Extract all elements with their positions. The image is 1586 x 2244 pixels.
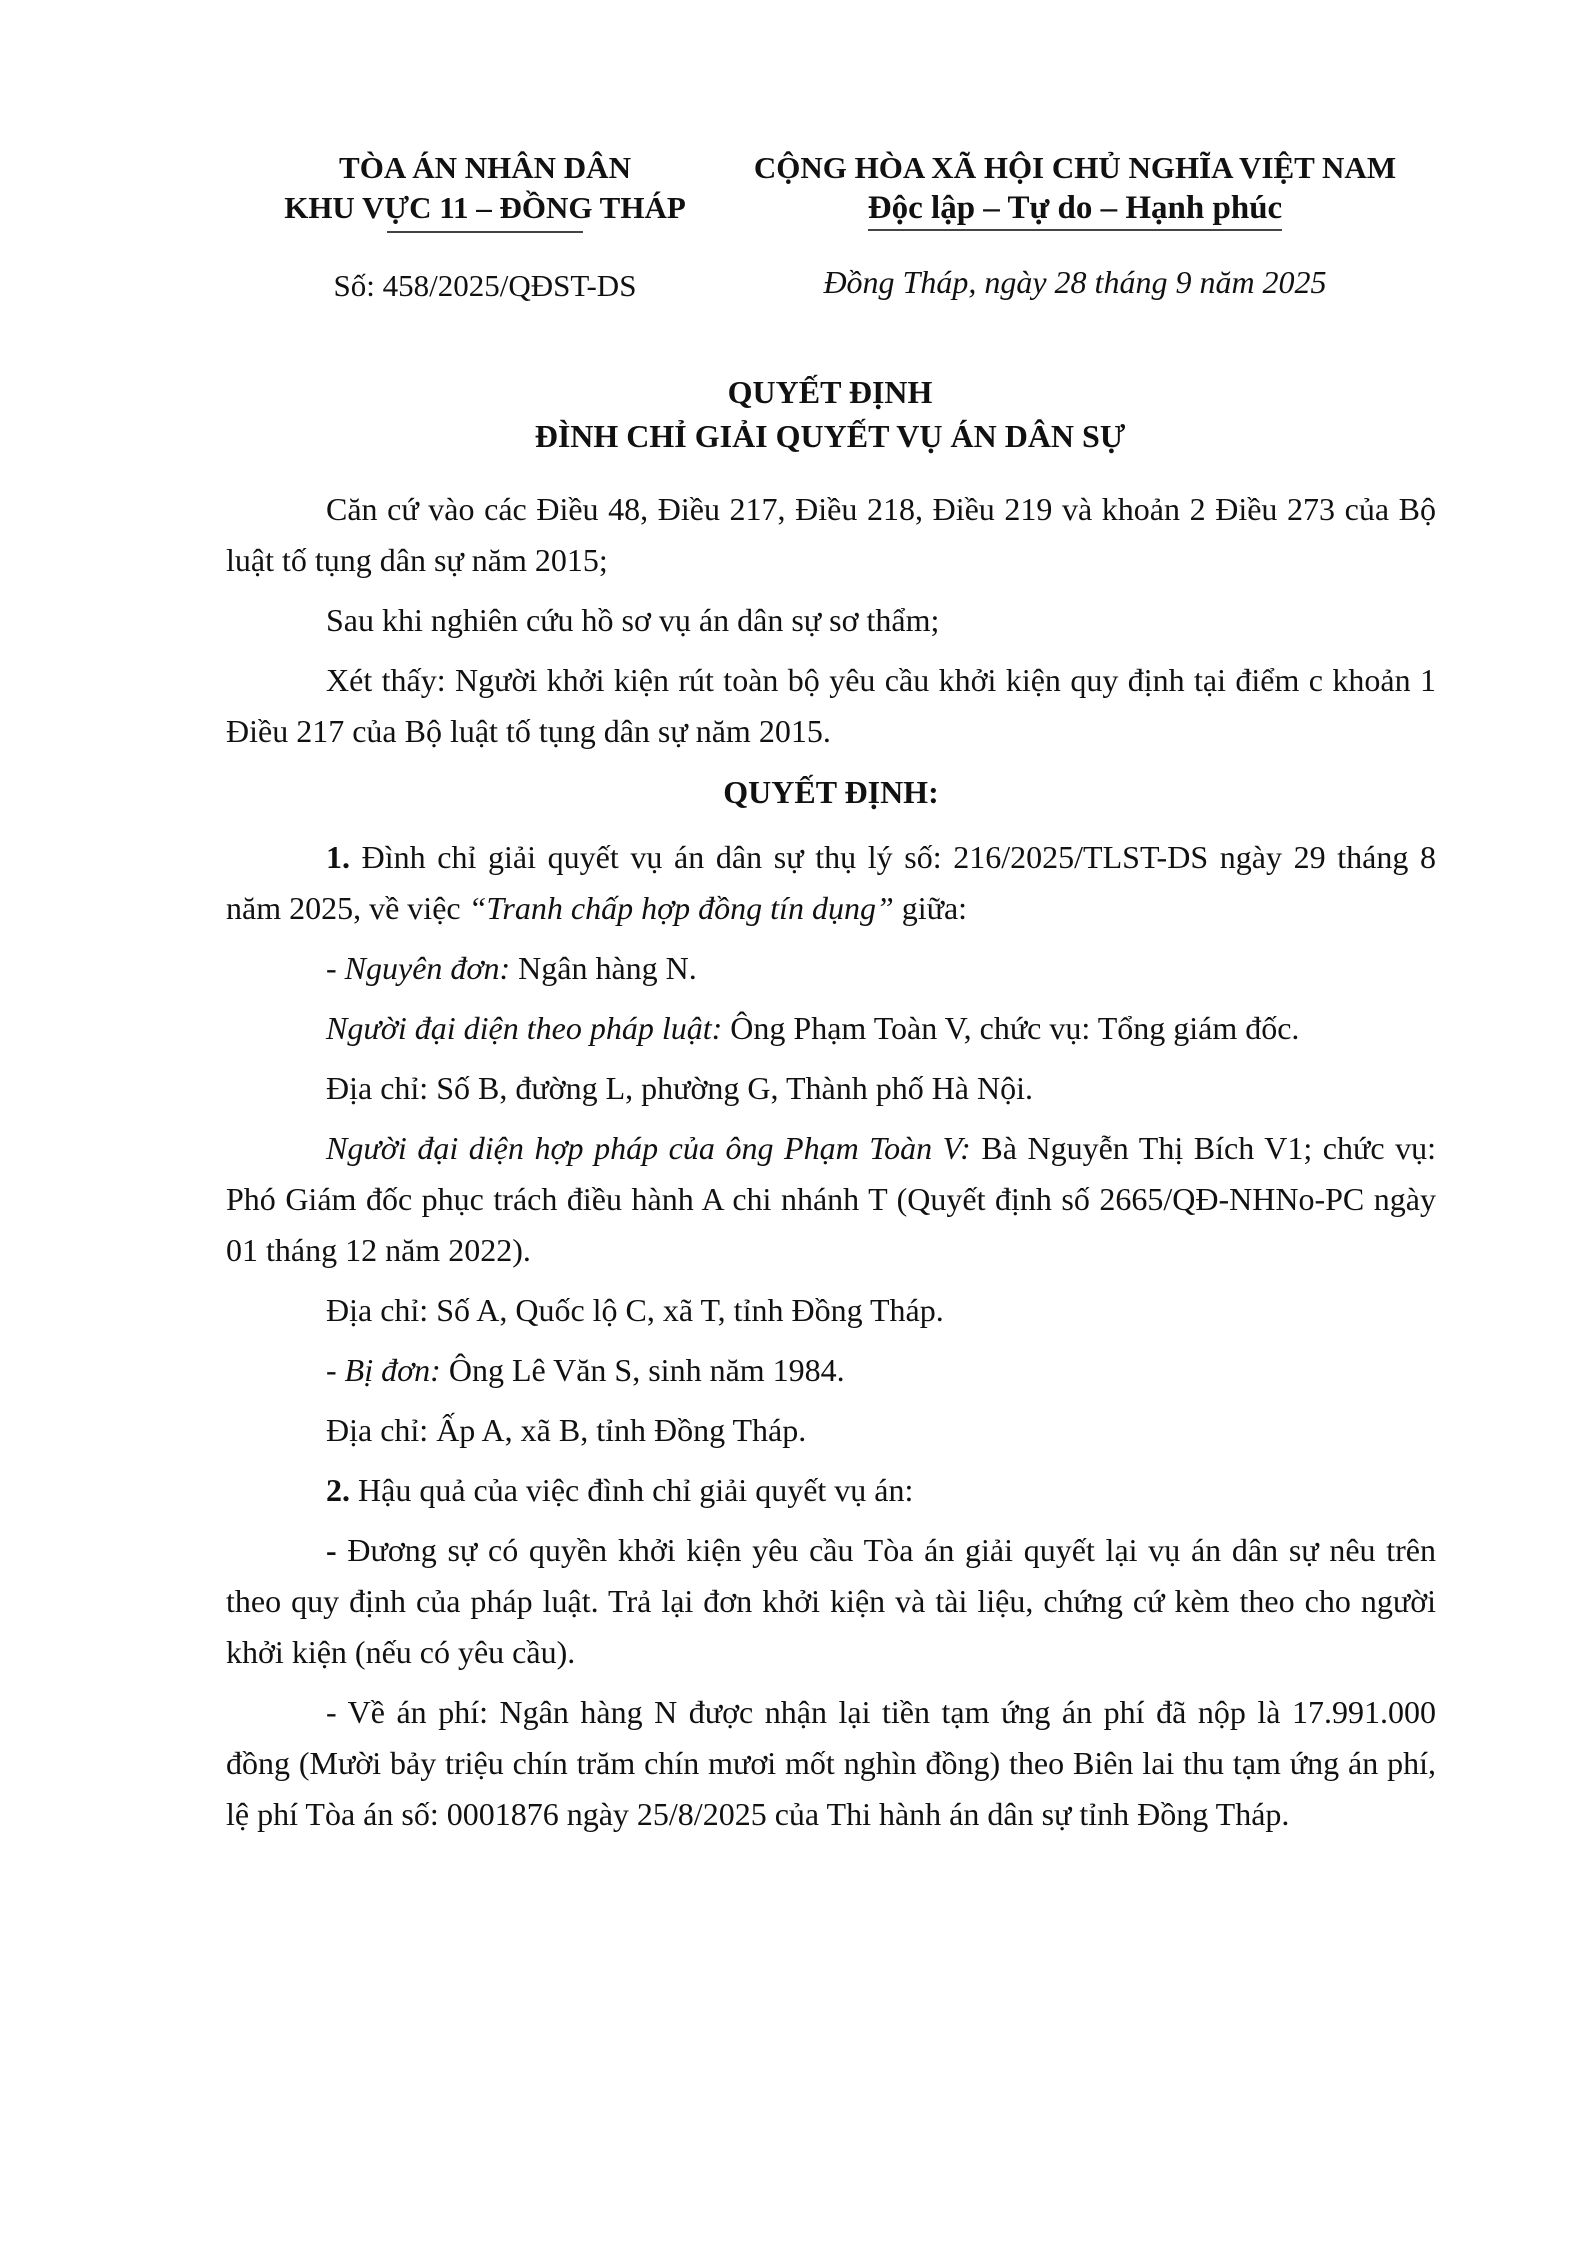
plaintiff-dash: -: [326, 950, 345, 986]
country-name: CỘNG HÒA XÃ HỘI CHỦ NGHĨA VIỆT NAM: [753, 150, 1397, 185]
section-1-number: 1.: [326, 839, 350, 875]
section-2-heading: [226, 1465, 1436, 1516]
legal-rep-label: Người đại diện theo pháp luật:: [326, 1010, 723, 1046]
national-motto: Độc lập – Tự do – Hạnh phúc: [868, 188, 1282, 231]
title-line-2: ĐÌNH CHỈ GIẢI QUYẾT VỤ ÁN DÂN SỰ: [534, 418, 1126, 454]
auth-rep-label: Người đại diện hợp pháp của ông Phạm Toàn V:: [326, 1130, 971, 1166]
preamble-finding: Xét thấy: Người khởi kiện rút toàn bộ yêu cầu khởi kiện quy định tại điểm c khoản 1 Điều 217 của Bộ luật tố tụng dân sự năm 2015.: [226, 662, 1436, 749]
defendant-address: Địa chỉ: Ấp A, xã B, tỉnh Đồng Tháp.: [326, 1412, 807, 1448]
defendant-dash: -: [326, 1352, 345, 1388]
plaintiff-label: Nguyên đơn:: [344, 950, 511, 986]
court-header: [225, 148, 745, 233]
section-2-number: 2.: [326, 1472, 350, 1508]
legal-representative: [226, 1003, 1436, 1054]
preamble-legal-basis: Căn cứ vào các Điều 48, Điều 217, Điều 218, Điều 219 và khoản 2 Điều 273 của Bộ luật tố tụng dân sự năm 2015;: [226, 491, 1436, 578]
plaintiff-address: Địa chỉ: Số B, đường L, phường G, Thành phố Hà Nội.: [326, 1070, 1033, 1106]
defendant-label: Bị đơn:: [344, 1352, 441, 1388]
case-type: “Tranh chấp hợp đồng tín dụng”: [468, 890, 894, 926]
authorized-representative: [226, 1123, 1436, 1276]
consequence-court-fee: - Về án phí: Ngân hàng N được nhận lại tiền tạm ứng án phí đã nộp là 17.991.000 đồng (Mười bảy triệu chín trăm chín mươi mốt nghìn đồng) theo Biên lai thu tạm ứng án phí, lệ phí Tòa án số: 0001876 ngày 25/8/2025 của Thi hành án dân sự tỉnh Đồng Tháp.: [226, 1694, 1436, 1832]
auth-rep-value: Bà Nguyễn Thị Bích V1; chức vụ: Phó Giám đốc phục trách điều hành A chi nhánh T (Quyết định số 2665/QĐ-NHNo-PC ngày 01 tháng 12 năm 2022).: [226, 1130, 1437, 1268]
section-2-heading-text: Hậu quả của việc đình chỉ giải quyết vụ án:: [350, 1472, 914, 1508]
place-date: Đồng Tháp, ngày 28 tháng 9 năm 2025: [823, 264, 1327, 300]
section-1-text-b: giữa:: [893, 890, 968, 926]
defendant: [226, 1345, 1436, 1396]
decision-heading: QUYẾT ĐỊNH:: [723, 774, 939, 810]
document-body: [226, 484, 1436, 1849]
section-1-paragraph: [226, 832, 1436, 934]
court-underline: [387, 231, 583, 233]
national-header: [715, 148, 1435, 231]
document-number: Số: 458/2025/QĐST-DS: [333, 268, 637, 303]
auth-rep-address: Địa chỉ: Số A, Quốc lộ C, xã T, tỉnh Đồng Tháp.: [326, 1292, 944, 1328]
court-name: TÒA ÁN NHÂN DÂN: [339, 150, 631, 185]
plaintiff-value: Ngân hàng N.: [510, 950, 697, 986]
section-1-text-a: Đình chỉ giải quyết vụ án dân sự thụ lý số: 216/2025/TLST-DS ngày 29 tháng 8 năm 2025, về việc: [226, 839, 1436, 926]
plaintiff: [226, 943, 1436, 994]
defendant-value: Ông Lê Văn S, sinh năm 1984.: [440, 1352, 845, 1388]
legal-rep-value: Ông Phạm Toàn V, chức vụ: Tổng giám đốc.: [722, 1010, 1300, 1046]
consequence-right-to-sue: [226, 1525, 1436, 1678]
bullet-dash: -: [326, 1532, 337, 1568]
document-title: [225, 370, 1435, 458]
consequence-right-to-sue-text: Đương sự có quyền khởi kiện yêu cầu Tòa án giải quyết lại vụ án dân sự nêu trên theo quy định của pháp luật. Trả lại đơn khởi kiện và tài liệu, chứng cứ kèm theo cho người khởi kiện (nếu có yêu cầu).: [226, 1532, 1436, 1670]
preamble-review: Sau khi nghiên cứu hồ sơ vụ án dân sự sơ thẩm;: [326, 602, 940, 638]
title-line-1: QUYẾT ĐỊNH: [727, 374, 933, 410]
court-region: KHU VỰC 11 – ĐỒNG THÁP: [284, 190, 686, 225]
